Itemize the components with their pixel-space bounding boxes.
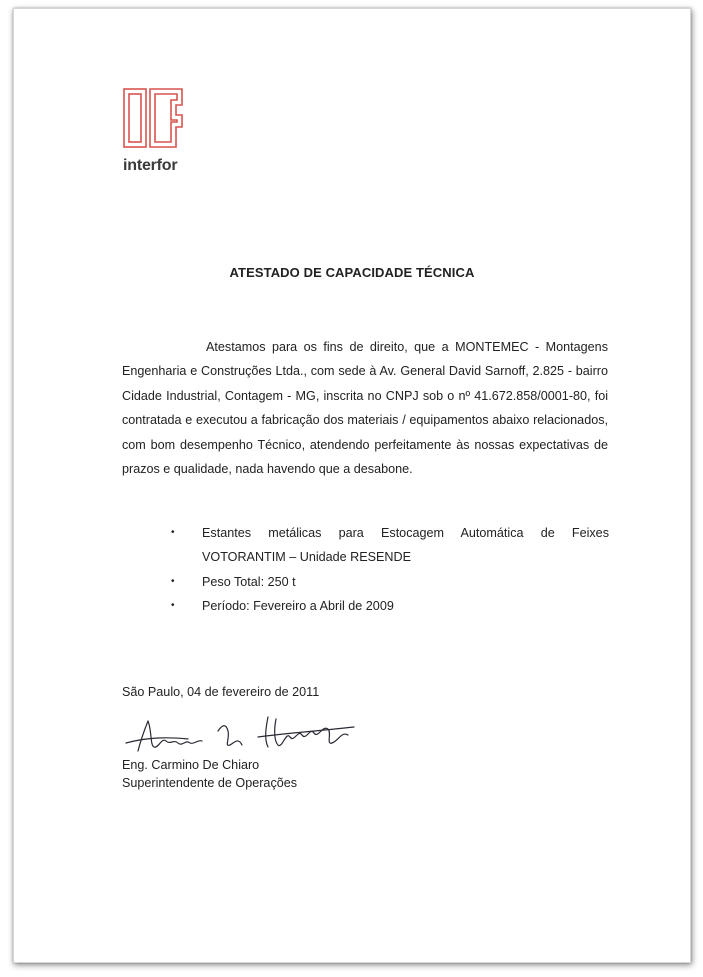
list-item-text: Período: Fevereiro a Abril de 2009	[202, 599, 394, 614]
place-date: São Paulo, 04 de fevereiro de 2011	[122, 685, 320, 699]
signature-image	[118, 701, 368, 761]
list-item-text: Estantes metálicas para Estocagem Automática de Feixes VOTORANTIM – Unidade RESENDE	[202, 526, 609, 565]
list-item-text: Peso Total: 250 t	[202, 574, 296, 589]
logo-mark-icon	[122, 87, 184, 151]
bullet-icon: •	[171, 527, 175, 538]
list-item	[169, 570, 609, 594]
signer-role: Superintendente de Operações	[122, 776, 298, 790]
list-item	[169, 521, 609, 570]
logo-wordmark: interfor	[123, 157, 178, 174]
document-title: ATESTADO DE CAPACIDADE TÉCNICA	[229, 265, 475, 280]
items-list	[169, 521, 609, 619]
signer-name: Eng. Carmino De Chiaro	[122, 758, 260, 772]
list-item	[169, 594, 609, 618]
interfor-logo	[122, 87, 202, 177]
document-page	[13, 8, 691, 963]
body-paragraph: Atestamos para os fins de direito, que a MONTEMEC - Montagens Engenharia e Construções Ltda., com sede à Av. General David Sarnoff, 2.825 - bairro Cidade Industrial, Contagem - MG, inscrita no CNPJ sob o nº 41.672.858/0001-80, foi contratada e executou a fabricação dos materiais / equipamentos abaixo relacionados, com bom desempenho Técnico, atendendo perfeitamente às nossas expectativas de prazos e qualidade, nada havendo que a desabone.	[122, 340, 608, 477]
bullet-icon: •	[171, 600, 175, 612]
bullet-icon: •	[171, 575, 175, 587]
